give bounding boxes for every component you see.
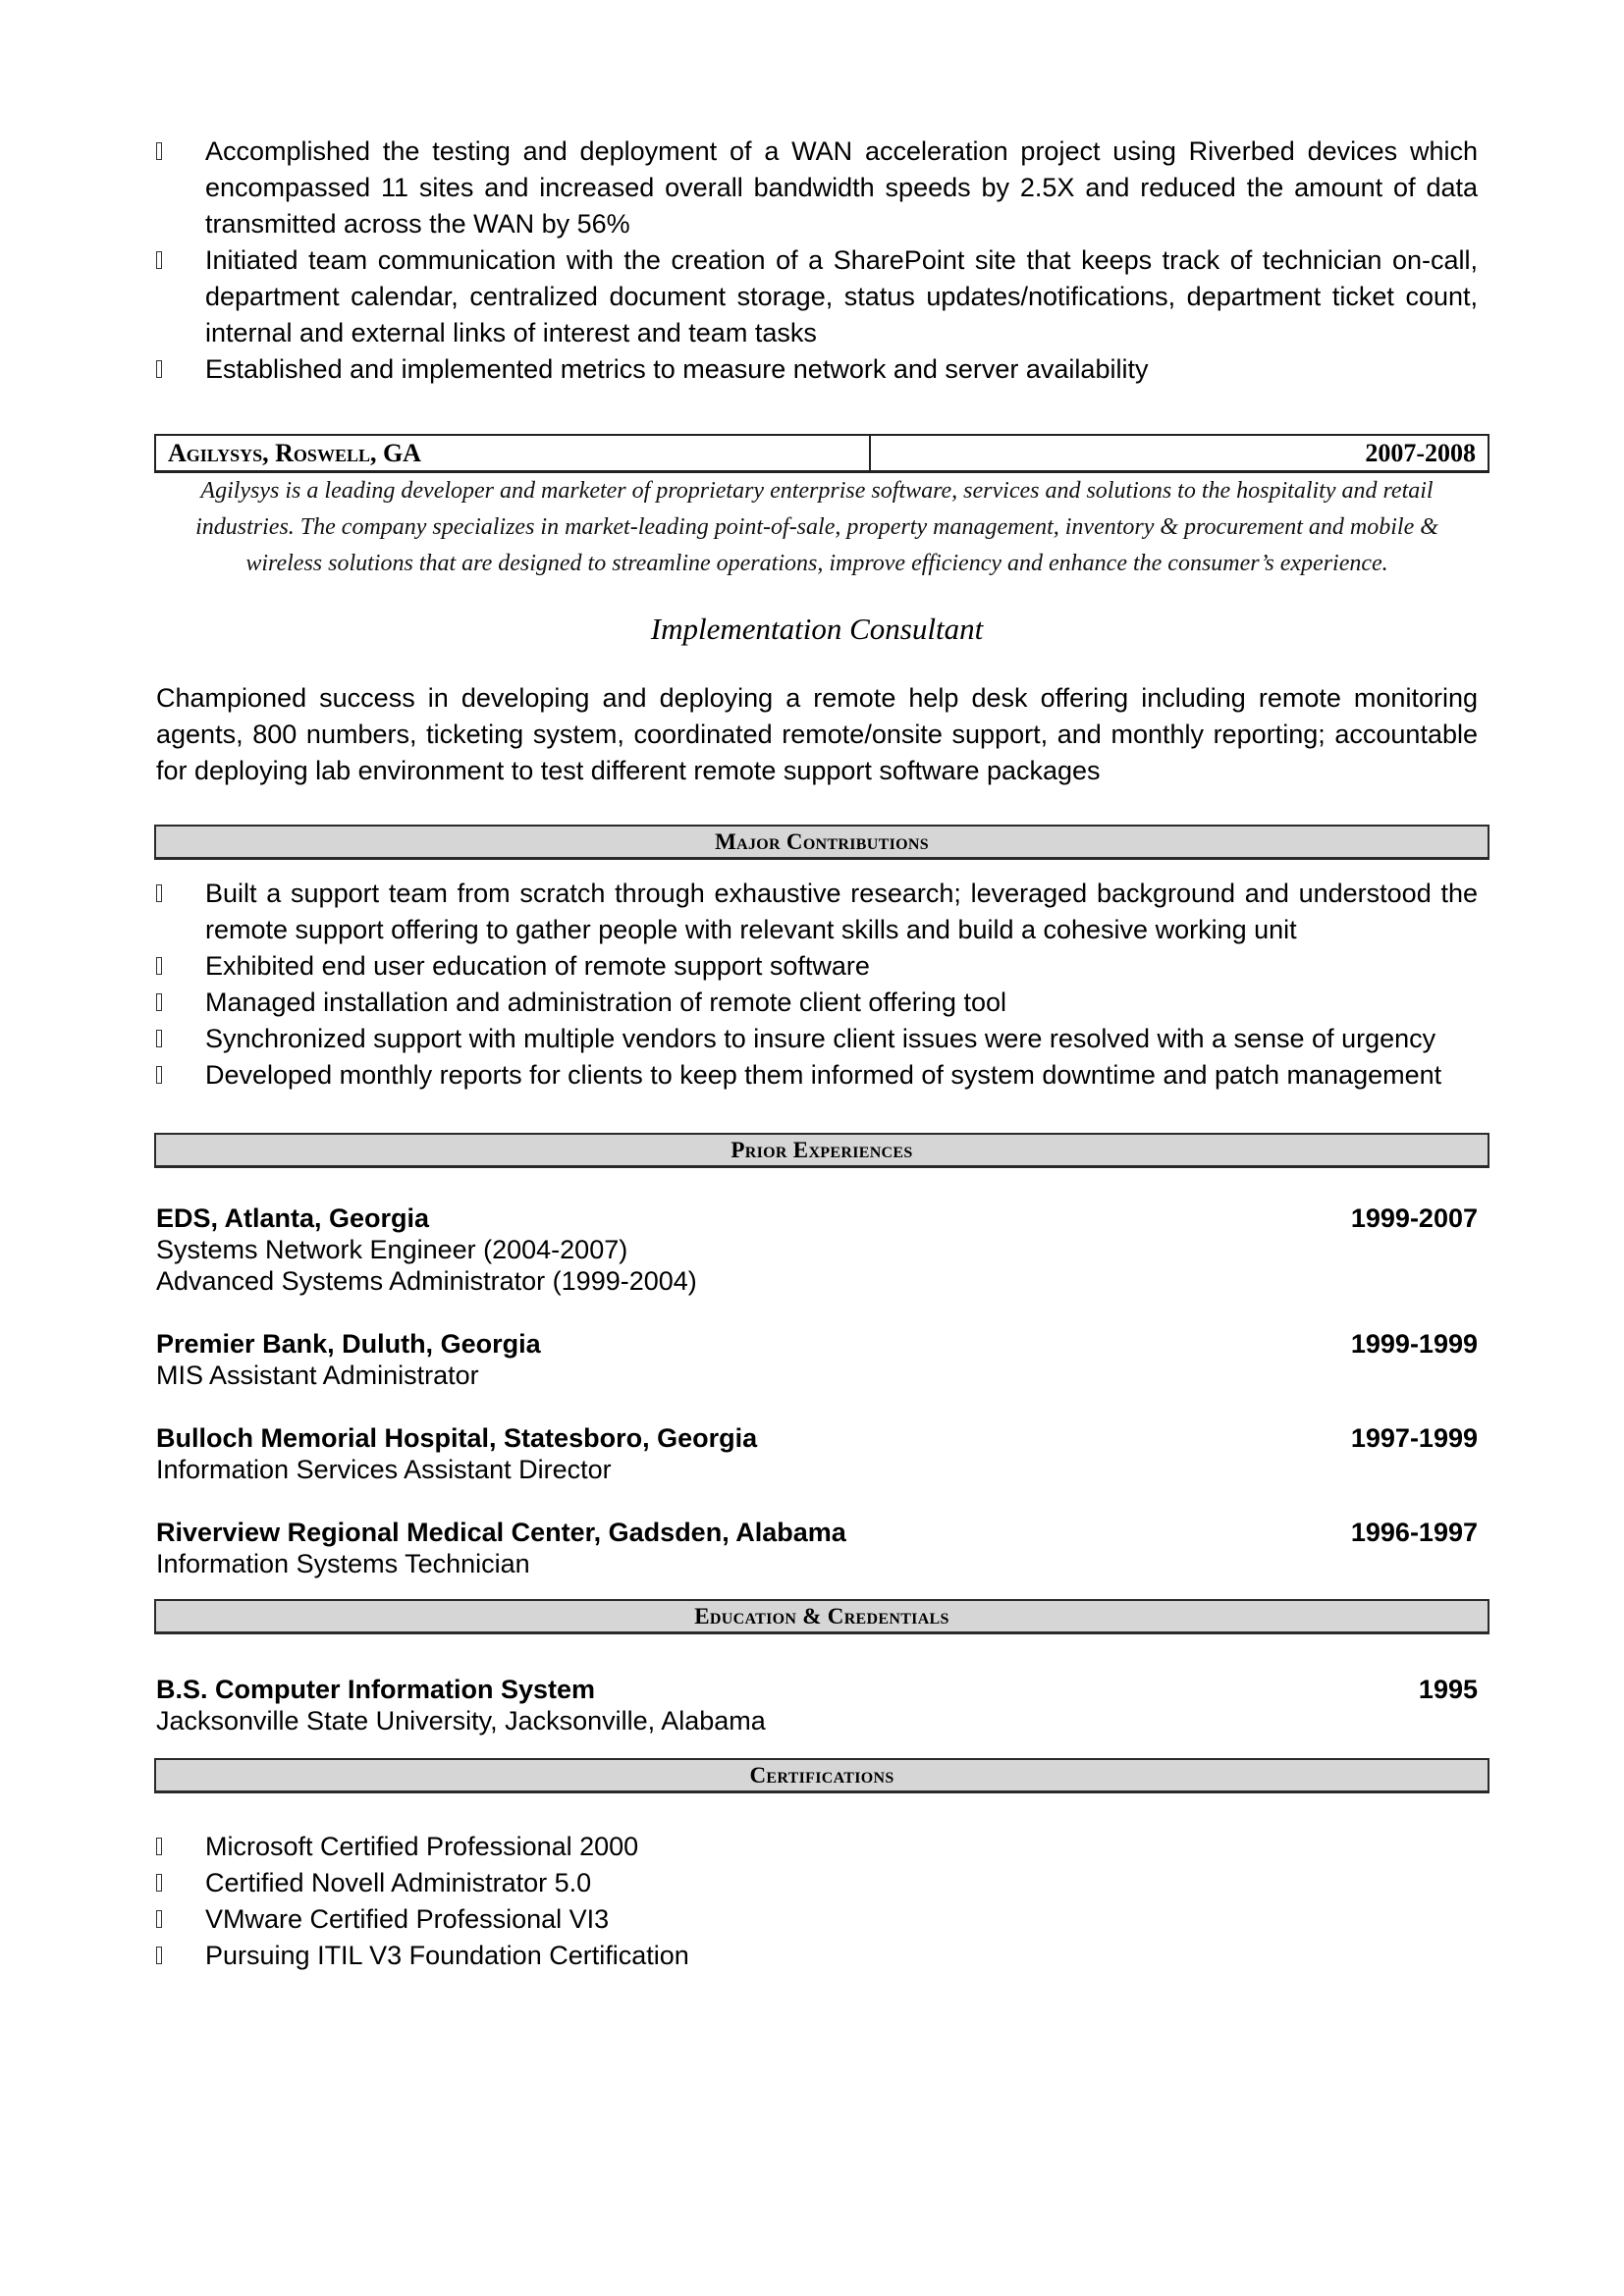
list-item: Developed monthly reports for clients to keep them informed of system downtime and patch management: [156, 1057, 1478, 1094]
bullet-icon: [156, 142, 162, 160]
bullet-icon: [156, 1947, 162, 1964]
role: Advanced Systems Administrator (1999-2004): [156, 1266, 697, 1296]
list-item: Certified Novell Administrator 5.0: [156, 1865, 1478, 1901]
bullet-icon: [156, 1066, 162, 1084]
section-header-prior-experiences: Prior Experiences: [154, 1133, 1489, 1168]
bullet-icon: [156, 1874, 162, 1892]
bullet-icon: [156, 1910, 162, 1928]
bullet-icon: [156, 1030, 162, 1047]
experience-entry: [156, 1202, 1478, 1297]
bullet-icon: [156, 993, 162, 1011]
resume-page: [156, 133, 1478, 1974]
employer-name: Premier Bank, Duluth, Georgia: [156, 1329, 541, 1359]
bullet-icon: [156, 884, 162, 902]
employer-name: Riverview Regional Medical Center, Gadsden, Alabama: [156, 1518, 846, 1547]
school: Jacksonville State University, Jacksonville, Alabama: [156, 1706, 766, 1735]
employer-name: Bulloch Memorial Hospital, Statesboro, Georgia: [156, 1423, 758, 1453]
list-item: Initiated team communication with the creation of a SharePoint site that keeps track of technician on-call, department calendar, centralized document storage, status updates/notifications, department ticket count, internal and external links of interest and team tasks: [156, 242, 1478, 351]
degree: B.S. Computer Information System: [156, 1675, 596, 1704]
role: Information Systems Technician: [156, 1549, 530, 1578]
list-item: Established and implemented metrics to measure network and server availability: [156, 351, 1478, 388]
list-item: Microsoft Certified Professional 2000: [156, 1829, 1478, 1865]
employer-name: Agilysys, Roswell, GA: [156, 436, 871, 470]
bullet-icon: [156, 251, 162, 269]
bullet-icon: [156, 1838, 162, 1855]
prior-experiences: [156, 1202, 1478, 1579]
experience-entry: [156, 1422, 1478, 1485]
employer-dates: 2007-2008: [1365, 438, 1476, 467]
role: Information Services Assistant Director: [156, 1455, 612, 1484]
list-item: Synchronized support with multiple vendors to insure client issues were resolved with a sense of urgency: [156, 1021, 1478, 1057]
list-item: Managed installation and administration of remote client offering tool: [156, 985, 1478, 1021]
bullet-icon: [156, 360, 162, 378]
employer-description: Agilysys is a leading developer and marketer of proprietary enterprise software, services and solutions to the hospitality and retail industries. The company specializes in market-leading point-of-sale, property management, inventory & procurement and mobile & wireless solutions that are designed to streamline operations, improve efficiency and enhance the consumer’s experience.: [195, 478, 1438, 576]
employer-dates: 1999-2007: [1350, 1203, 1478, 1233]
section-header-certifications: Certifications: [154, 1758, 1489, 1793]
major-contributions-list: [156, 876, 1478, 1094]
list-item: Built a support team from scratch through exhaustive research; leveraged background and understood the remote support offering to gather people with relevant skills and build a cohesive working unit: [156, 876, 1478, 948]
education-entry: [156, 1674, 1478, 1736]
graduation-year: 1995: [1418, 1675, 1478, 1704]
employer-header-agilysys: [154, 434, 1489, 473]
list-item: Exhibited end user education of remote support software: [156, 948, 1478, 985]
employer-dates: 1997-1999: [1350, 1423, 1478, 1453]
job-title: Implementation Consultant: [650, 612, 984, 646]
bullet-icon: [156, 957, 162, 975]
role: MIS Assistant Administrator: [156, 1361, 479, 1390]
list-item: Pursuing ITIL V3 Foundation Certification: [156, 1938, 1478, 1974]
list-item: VMware Certified Professional VI3: [156, 1901, 1478, 1938]
section-header-major-contributions: Major Contributions: [154, 825, 1489, 860]
role-summary: Championed success in developing and deploying a remote help desk offering including remote monitoring agents, 800 numbers, ticketing system, coordinated remote/onsite support, and monthly reporting; accountable for deploying lab environment to test different remote support software packages: [156, 683, 1478, 785]
employer-name: EDS, Atlanta, Georgia: [156, 1203, 430, 1233]
role: Systems Network Engineer (2004-2007): [156, 1235, 628, 1264]
section-header-education: Education & Credentials: [154, 1599, 1489, 1634]
previous-role-achievements: [156, 133, 1478, 388]
experience-entry: [156, 1517, 1478, 1579]
experience-entry: [156, 1328, 1478, 1391]
list-item: Accomplished the testing and deployment of a WAN acceleration project using Riverbed devices which encompassed 11 sites and increased overall bandwidth speeds by 2.5X and reduced the amount of data transmitted across the WAN by 56%: [156, 133, 1478, 242]
employer-dates: 1999-1999: [1350, 1329, 1478, 1359]
certifications-list: [156, 1829, 1478, 1974]
employer-dates: 1996-1997: [1350, 1518, 1478, 1547]
